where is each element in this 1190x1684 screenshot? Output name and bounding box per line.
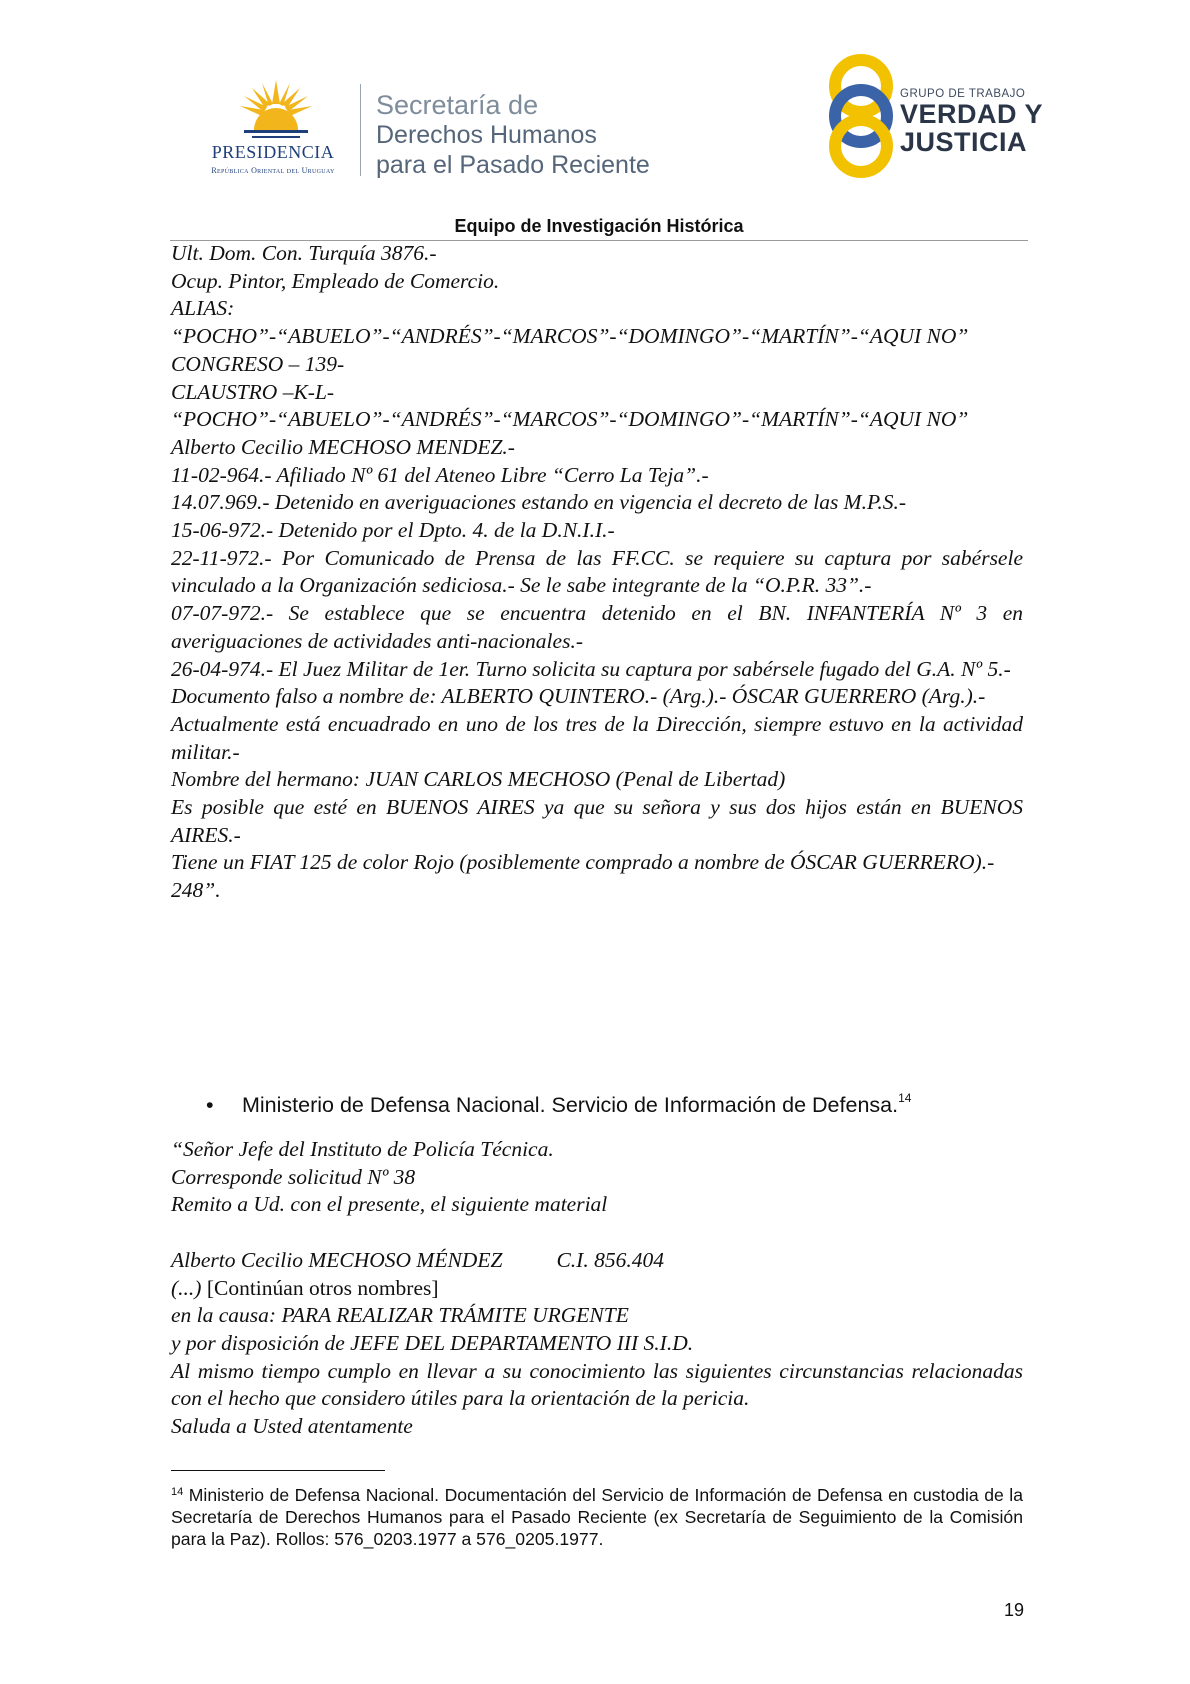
secretaria-line-2: Derechos Humanos: [376, 121, 597, 149]
letter-ci: C.I. 856.404: [556, 1247, 664, 1272]
record-line: Actualmente está encuadrado en uno de los tres de la Dirección, siempre estuvo en la actividad militar.-: [171, 711, 1023, 764]
record-line: 11-02-964.- Afiliado Nº 61 del Ateneo Libre “Cerro La Teja”.-: [171, 462, 709, 487]
presidencia-subtitle: República Oriental del Uruguay: [211, 166, 335, 175]
verdad-justicia-rings-icon: [818, 52, 904, 180]
source-bullet: [206, 1091, 911, 1118]
verdad-label: VERDAD Y: [900, 99, 1044, 129]
letter-line: “Señor Jefe del Instituto de Policía Técnica.: [171, 1137, 554, 1161]
record-line: “POCHO”-“ABUELO”-“ANDRÉS”-“MARCOS”-“DOMINGO”-“MARTÍN”-“AQUI NO”: [171, 324, 969, 349]
footnote-ref[interactable]: 14: [898, 1091, 912, 1105]
letter-line: Remito a Ud. con el presente, el siguiente material: [171, 1192, 608, 1217]
secretaria-line-3: para el Pasado Reciente: [376, 151, 650, 179]
grupo-label: GRUPO DE TRABAJO: [900, 88, 1026, 100]
letter-person-name: Alberto Cecilio MECHOSO MÉNDEZ: [171, 1247, 503, 1272]
presidencia-wordmark: PRESIDENCIA: [211, 142, 335, 162]
letter-line: Corresponde solicitud Nº 38: [171, 1164, 416, 1189]
record-line: Alberto Cecilio MECHOSO MENDEZ.-: [171, 434, 515, 459]
record-line: 248”.: [171, 878, 221, 903]
secretaria-line-1: Secretaría de: [376, 90, 539, 120]
presidencia-logo: [190, 78, 350, 188]
record-line: Tiene un FIAT 125 de color Rojo (posiblemente comprado a nombre de ÓSCAR GUERRERO).-: [171, 850, 995, 875]
letter-line: en la causa: PARA REALIZAR TRÁMITE URGENTE: [171, 1303, 629, 1328]
logo-divider: [360, 84, 361, 176]
record-line: 15-06-972.- Detenido por el Dpto. 4. de la D.N.I.I.-: [171, 518, 615, 543]
record-line: ALIAS:: [171, 296, 235, 321]
justicia-label: JUSTICIA: [900, 127, 1028, 157]
record-line: Documento falso a nombre de: ALBERTO QUINTERO.- (Arg.).- ÓSCAR GUERRERO (Arg.).-: [171, 684, 986, 709]
record-line: Ult. Dom. Con. Turquía 3876.-: [171, 241, 437, 265]
section-title: Equipo de Investigación Histórica: [454, 216, 744, 236]
record-line: 07-07-972.- Se establece que se encuentra detenido en el BN. INFANTERÍA Nº 3 en averiguaciones de actividades anti-nacionales.-: [171, 601, 1023, 653]
record-line: CLAUSTRO –K-L-: [171, 379, 335, 404]
verdad-justicia-wordmark: [900, 88, 1043, 156]
record-line: “POCHO”-“ABUELO”-“ANDRÉS”-“MARCOS”-“DOMINGO”-“MARTÍN”-“AQUI NO”: [171, 407, 969, 432]
footnote: [171, 1481, 1023, 1550]
letter-line: Saluda a Usted atentamente: [171, 1414, 413, 1439]
letter-omission-line: [171, 1275, 1023, 1303]
bullet-text: Ministerio de Defensa Nacional. Servicio de Información de Defensa.: [242, 1093, 899, 1117]
letter-ellipsis: (...): [171, 1275, 202, 1300]
letter-text: [171, 1136, 1023, 1441]
footnote-number: 14: [171, 1486, 184, 1498]
letter-line: Al mismo tiempo cumplo en llevar a su conocimiento las siguientes circunstancias relacionadas con el hecho que considero útiles para la orientación de la pericia.: [171, 1358, 1023, 1411]
page-number: 19: [1004, 1600, 1025, 1620]
record-line: 26-04-974.- El Juez Militar de 1er. Turno solicita su captura por sabérsele fugado del G.A. Nº 5.-: [171, 656, 1011, 681]
letter-line: y por disposición de JEFE DEL DEPARTAMENTO III S.I.D.: [171, 1330, 694, 1355]
record-line: Nombre del hermano: JUAN CARLOS MECHOSO (Penal de Libertad): [171, 767, 786, 792]
bullet-symbol: •: [206, 1093, 214, 1117]
letter-name-line: [171, 1247, 1023, 1275]
record-line: CONGRESO – 139-: [171, 351, 345, 376]
secretaria-logo-text: [376, 90, 650, 180]
footnote-text: Ministerio de Defensa Nacional. Documentación del Servicio de Información de Defensa en custodia de la Secretaría de Derechos Humanos para el Pasado Reciente (ex Secretaría de Seguimiento de la Comisión para la Paz). Rollos: 576_0203.1977 a 576_0205.1977.: [171, 1485, 1024, 1549]
footnote-divider: [171, 1470, 385, 1471]
sun-emblem-icon: [238, 78, 314, 148]
record-line: 22-11-972.- Por Comunicado de Prensa de las FF.CC. se requiere su captura por sabérsele vinculado a la Organización sediciosa.- Se le sabe integrante de la “O.P.R. 33”.-: [171, 545, 1023, 598]
record-line: Es posible que esté en BUENOS AIRES ya que su señora y sus dos hijos están en BUENOS AIRES.-: [171, 795, 1023, 847]
record-text: [171, 240, 1023, 905]
editorial-note: [Continúan otros nombres]: [206, 1275, 439, 1300]
record-line: 14.07.969.- Detenido en averiguaciones estando en vigencia el decreto de las M.P.S.-: [171, 490, 906, 515]
record-line: Ocup. Pintor, Empleado de Comercio.: [171, 268, 500, 293]
blank-line: [171, 1219, 1023, 1247]
